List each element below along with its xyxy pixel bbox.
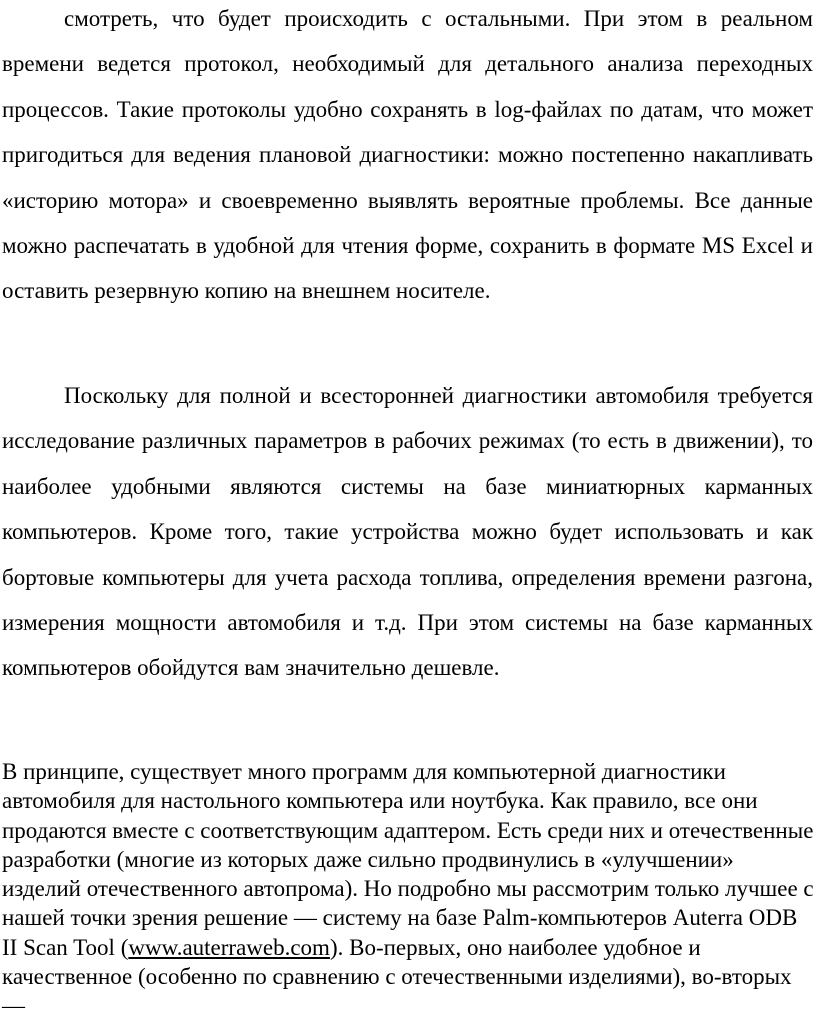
paragraph-3 <box>2 757 814 1021</box>
paragraph-3-text-before-link: В принципе, существует много программ для компьютерной диагностики автомобиля для настольного компьютера или ноутбука. Как правило, все они продаются вместе с соответствующим адаптером. Есть среди них и отечественные разработки (многие из которых даже сильно продвинулись в «улучшении» изделий отечественного автопрома). Но подробно мы рассмотрим только лучшее с нашей точки зрения решение — систему на базе Palm-компьютеров Auterra ODB II Scan Tool ( <box>2 759 814 960</box>
paragraph-3-text-after-link: ). Во-первых, оно наиболее удобное и качественное (особенно по сравнению с отечественными изделиями), во-вторых — <box>2 934 792 1019</box>
paragraph-2: Поскольку для полной и всесторонней диагностики автомобиля требуется исследование различных параметров в рабочих режимах (то есть в движении), то наиболее удобными являются системы на базе миниатюрных карманных компьютеров. Кроме того, такие устройства можно будет использовать и как бортовые компьютеры для учета расхода топлива, определения времени разгона, измерения мощности автомобиля и т.д. При этом системы на базе карманных компьютеров обойдутся вам значительно дешевле. <box>2 383 813 681</box>
auterraweb-link[interactable]: www.auterraweb.com <box>128 934 330 960</box>
paragraph-1: смотреть, что будет происходить с остальными. При этом в реальном времени ведется протокол, необходимый для детального анализа переходных процессов. Такие протоколы удобно сохранять в log-файлах по датам, что может пригодиться для ведения плановой диагностики: можно постепенно накапливать «историю мотора» и своевременно выявлять вероятные проблемы. Все данные можно распечатать в удобной для чтения форме, сохранить в формате MS Excel и оставить резервную копию на внешнем носителе. <box>2 6 813 304</box>
